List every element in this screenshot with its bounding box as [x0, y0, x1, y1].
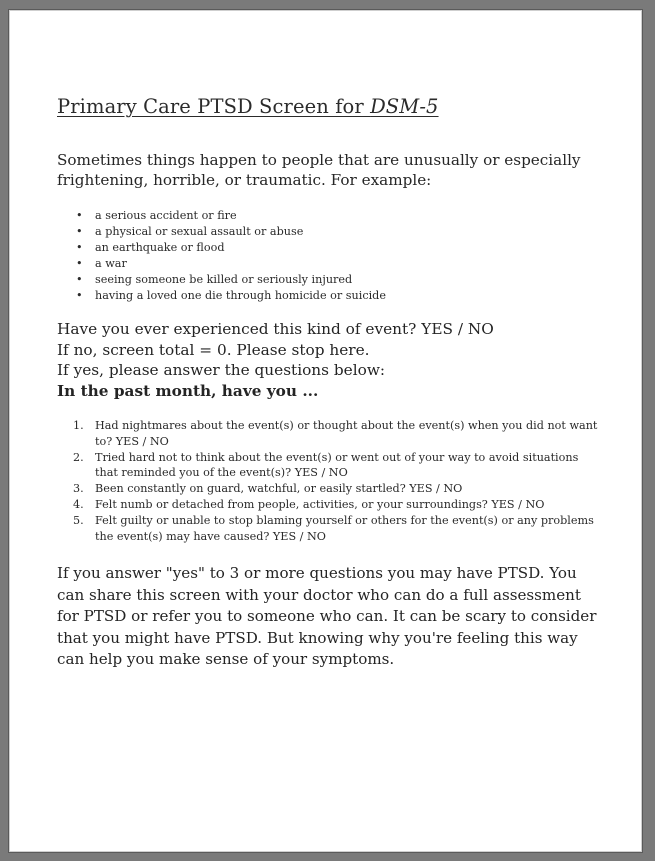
page-title — [57, 95, 439, 118]
examples-list — [57, 208, 386, 303]
question-item — [57, 481, 602, 497]
screening-block — [57, 319, 494, 401]
list-item — [57, 224, 386, 240]
question-text: Had nightmares about the event(s) or thought about the event(s) when you did not want to? YES / NO — [95, 419, 598, 448]
title-italic: DSM-5 — [370, 95, 439, 118]
question-text: Felt numb or detached from people, activities, or your surroundings? YES / NO — [95, 497, 545, 511]
question-item — [57, 418, 602, 450]
bullet-marker: • — [76, 240, 83, 254]
bullet-marker: • — [76, 288, 83, 302]
event-question: Have you ever experienced this kind of event? YES / NO — [57, 320, 494, 338]
list-item — [57, 240, 386, 256]
list-item — [57, 208, 386, 224]
bullet-marker: • — [76, 209, 83, 222]
list-item-text: seeing someone be killed or seriously injured — [95, 272, 353, 286]
list-item-text: a war — [95, 256, 127, 270]
question-number: 4. — [73, 497, 84, 511]
question-number: 1. — [73, 419, 84, 432]
title-text: Primary Care PTSD Screen for — [57, 95, 371, 118]
past-month-heading: In the past month, have you ... — [57, 381, 319, 400]
list-item — [57, 272, 386, 288]
question-number: 3. — [73, 482, 84, 496]
outro-paragraph: If you answer "yes" to 3 or more questions you may have PTSD. You can share this screen with your doctor who can do a full assessment for PTSD or refer you to someone who can. It can be scary to consider that you might have PTSD. But knowing why you're feeling this way can help you make sense of your symptoms. — [57, 564, 597, 668]
question-item — [57, 497, 602, 513]
list-item-text: an earthquake or flood — [95, 240, 225, 254]
question-text: Tried hard not to think about the event(s) or went out of your way to avoid situations that reminded you of the event(s)? YES / NO — [95, 450, 579, 480]
bullet-marker: • — [76, 224, 83, 238]
question-item — [57, 513, 602, 545]
list-item-text: a physical or sexual assault or abuse — [95, 224, 304, 238]
intro-paragraph: Sometimes things happen to people that are unusually or especially frightening, horrible, or traumatic. For example: — [57, 151, 581, 189]
list-item-text: a serious accident or fire — [95, 209, 237, 222]
question-text: Been constantly on guard, watchful, or easily startled? YES / NO — [95, 482, 463, 496]
question-number: 5. — [73, 513, 84, 527]
questions-list — [57, 418, 602, 544]
if-yes-instruction: If yes, please answer the questions below: — [57, 361, 386, 380]
bullet-marker: • — [76, 256, 83, 270]
question-text: Felt guilty or unable to stop blaming yourself or others for the event(s) or any problems the event(s) may have caused? YES / NO — [95, 513, 594, 543]
list-item — [57, 288, 386, 304]
list-item-text: having a loved one die through homicide or suicide — [95, 288, 386, 302]
question-number: 2. — [73, 450, 84, 464]
question-item — [57, 450, 602, 482]
list-item — [57, 256, 386, 272]
bullet-marker: • — [76, 272, 83, 286]
document-page — [9, 10, 642, 852]
if-no-instruction: If no, screen total = 0. Please stop here. — [57, 340, 370, 359]
